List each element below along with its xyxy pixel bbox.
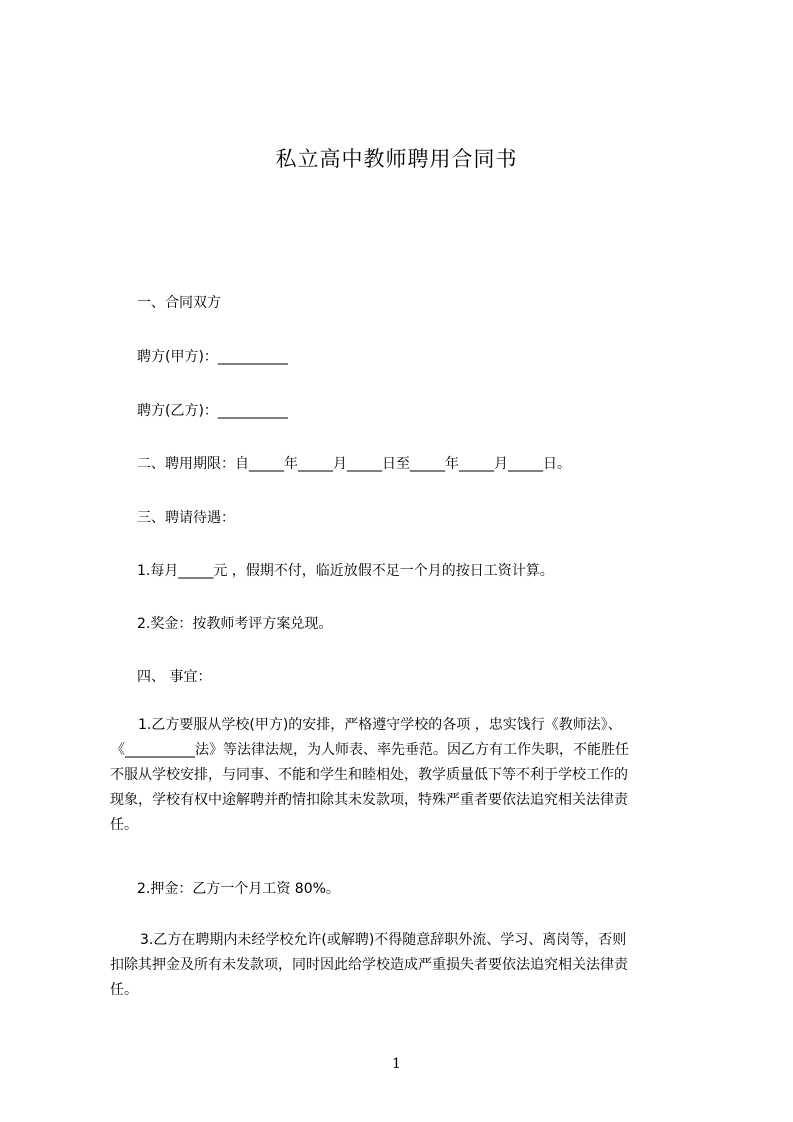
- paragraph-line: 《__________法》等法律法规，为人师表、率先垂范。因乙方有工作失职，不能胜任: [111, 742, 629, 758]
- party-a-line: 聘方(甲方)：__________: [137, 349, 288, 365]
- paragraph-line: 1.乙方要服从学校(甲方)的安排，严格遵守学校的各项 ，忠实饯行《教师法》、: [138, 717, 622, 733]
- paragraph-line: 扣除其押金及所有未发款项，同时因此给学校造成严重损失者要依法追究相关法律责: [110, 957, 628, 973]
- section-4-heading: 四、 事宜：: [137, 669, 212, 685]
- section-4-item-2: 2.押金：乙方一个月工资 80%。: [137, 881, 340, 897]
- page-number: 1: [392, 1056, 401, 1072]
- party-b-line: 聘方(乙方)：__________: [137, 403, 288, 419]
- section-1-heading: 一、合同双方: [137, 295, 221, 311]
- paragraph-line: 3.乙方在聘期内未经学校允许(或解聘)不得随意辞职外流、学习、离岗等，否则: [140, 932, 627, 948]
- section-4-item-3: [106, 928, 702, 1003]
- paragraph-line: 现象，学校有权中途解聘并酌情扣除其未发款项，特殊严重者要依法追究相关法律责: [110, 792, 628, 808]
- paragraph-line: 任。: [110, 982, 138, 998]
- paragraph-line: 不服从学校安排，与同事、不能和学生和睦相处，教学质量低下等不利于学校工作的: [110, 767, 628, 783]
- section-2-term: 二、聘用期限：自_____年_____月_____日至_____年_____月_____日。: [137, 456, 571, 472]
- document-title: 私立高中教师聘用合同书: [275, 147, 518, 171]
- paragraph-line: 任。: [110, 817, 138, 833]
- section-4-item-1: [106, 713, 702, 838]
- section-3-heading: 三、聘请待遇：: [137, 510, 235, 526]
- section-3-item-1: 1.每月_____元 ，假期不付，临近放假不足一个月的按日工资计算。: [137, 563, 554, 579]
- section-3-item-2: 2.奖金：按教师考评方案兑现。: [137, 616, 333, 632]
